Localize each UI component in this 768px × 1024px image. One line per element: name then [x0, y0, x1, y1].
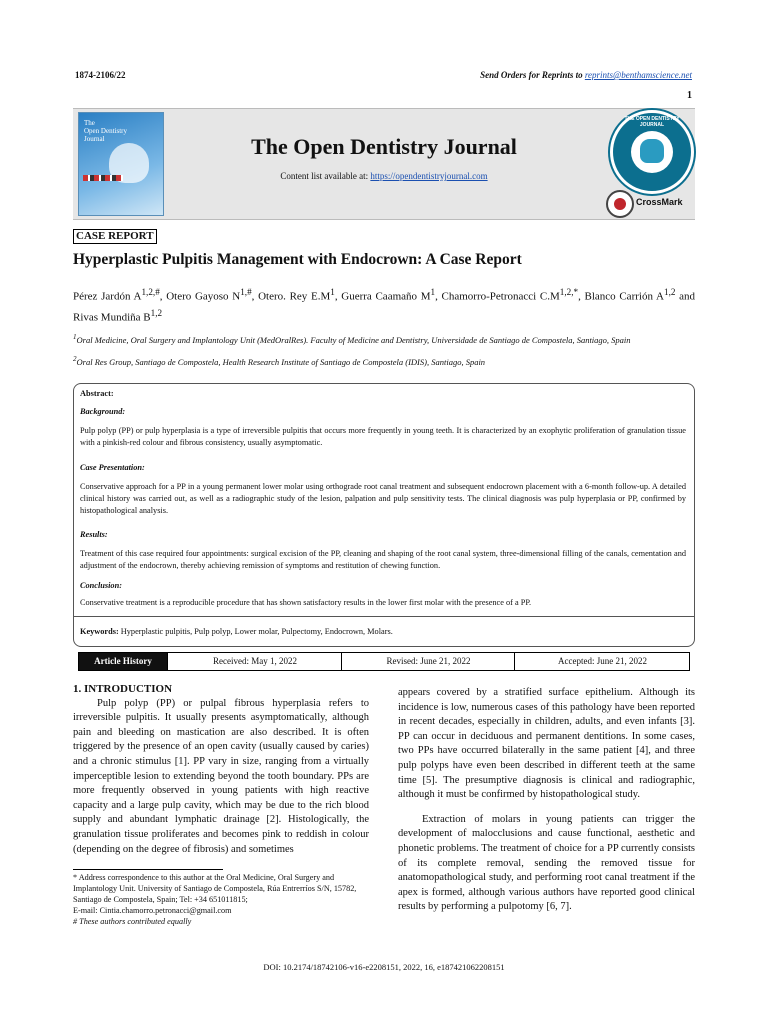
- journal-banner: [73, 108, 695, 220]
- article-history: [78, 652, 690, 671]
- cover-title-line: The: [84, 119, 95, 127]
- received-date: Received: May 1, 2022: [167, 653, 342, 670]
- affiliation: [73, 353, 695, 368]
- reprints-prefix: Send Orders for Reprints to: [480, 70, 583, 80]
- logo-inner: [631, 131, 673, 173]
- footnote-divider: [73, 869, 223, 870]
- cover-title: [84, 119, 127, 143]
- author: Blanco Carrión A: [584, 290, 664, 303]
- journal-url-link[interactable]: https://opendentistryjournal.com: [370, 171, 488, 181]
- case-text: Conservative approach for a PP in a young permanent lower molar using orthograde root canal treatment and subsequent endocrown placement with a 6-month follow-up. A detailed clinical history was carried out, as well as a radiographic study of the lesion, palpation and pulp sensitivity tests. The clinical diagnosis was pulp hyperplasia or PP, confirmed by histopathological analysis.: [80, 482, 686, 515]
- author: Chamorro-Petronacci C.M: [441, 290, 560, 303]
- author: Guerra Caamaño M: [341, 290, 431, 303]
- journal-title: The Open Dentistry Journal: [251, 134, 517, 159]
- author-sup: 1,2,*: [559, 287, 579, 297]
- tooth-icon: [640, 139, 664, 163]
- affiliation-text: Oral Medicine, Oral Surgery and Implantology Unit (MedOralRes). Faculty of Medicine and Dentistry, Universidade de Santiago de Compostela, Santiago, Spain: [76, 334, 631, 345]
- affiliation-text: Oral Res Group, Santiago de Compostela, Health Research Institute of Santiago de Compostela (IDIS), Santiago, Spain: [76, 356, 486, 367]
- cover-title-line: Open Dentistry: [84, 127, 127, 135]
- doi-line: DOI: 10.2174/18742106-v16-e2208151, 2022, 16, e187421062208151: [263, 962, 505, 972]
- paragraph: Pulp polyp (PP) or pulpal fibrous hyperplasia refers to irreversible pulpitis. It usually presents asymptomatically, although pain and bleeding on mastication are also described. It is often triggered by the presence of an open cavity (usually caused by caries) and a chronic stimulus [1]. PP vary in size, ranging from a virtually imperceptible lesion to extending beyond the tooth boundary. PPs are more frequently observed in young patients with high reactive capacity and a large pulp cavity, which may be due to the rich blood supply and abundant lymphatic drainage [2]. Histologically, the granulation tissue proliferates and becomes pink to reddish in colour (depending on the degree of fibrosis) and sometimes: [73, 697, 369, 855]
- author-sup: 1,2,#: [141, 287, 160, 297]
- section-heading: 1. INTRODUCTION: [73, 683, 173, 695]
- abstract-divider: [74, 616, 694, 617]
- paragraph: Extraction of molars in young patients can trigger the development of malocclusions and cause functional, aesthetic and phonetic problems. The treatment of choice for a PP currently consists of its complete removal, sending the removed tissue for anatomopathological study, and performing root canal treatment if the apex is formed, although various authors have reported good clinical results by performing a pulpotomy [6, 7].: [398, 813, 695, 913]
- author-sup: 1: [430, 287, 436, 297]
- footnote: [73, 872, 369, 927]
- cover-title-line: Journal: [84, 135, 105, 143]
- article-type-label: CASE REPORT: [73, 229, 157, 244]
- footnote-equal-contribution: # These authors contributed equally: [73, 917, 192, 926]
- author: Pérez Jardón A: [73, 290, 142, 303]
- abstract-box: [73, 383, 695, 647]
- abstract-heading: Abstract:: [80, 389, 114, 398]
- author-list: Pérez Jardón $A^{1,2,\#}$, Otero Gayoso $N^{1,\#}$, Otero. Rey $E.M^1$, Guerra Caamaño $M^1$, Chamorro-Petronacci $C.M^{1,2,*}$, Blanco Carrión A$^{1,2}$ and Rivas Mundiña B$^{1,2}$: [73, 287, 696, 324]
- reprints-email-link[interactable]: reprints@benthamscience.net: [584, 70, 692, 80]
- affiliation: [73, 331, 695, 346]
- accepted-date: Accepted: June 21, 2022: [514, 653, 690, 670]
- journal-cover-image: [78, 112, 164, 216]
- author-sup: 1: [330, 287, 335, 297]
- keywords-text: Hyperplastic pulpitis, Pulp polyp, Lower molar, Pulpectomy, Endocrown, Molars.: [120, 627, 393, 636]
- background-heading: Background:: [80, 407, 126, 416]
- affiliation-sup: 2: [73, 355, 77, 363]
- author: Otero. Rey E.M: [258, 290, 331, 303]
- author-sup: 1,2: [663, 287, 676, 297]
- background-text: Pulp polyp (PP) or pulp hyperplasia is a type of irreversible pulpitis that occurs more frequently in young teeth. It is characterized by an exophytic proliferation of granulation tissue with a pinkish-red colour and fibrous consistency, usually asymptomatic.: [80, 426, 686, 447]
- results-heading: Results:: [80, 530, 108, 539]
- author-sup: 1,#: [240, 287, 252, 297]
- footnote-email: E-mail: Cintia.chamorro.petronacci@gmail.com: [73, 906, 232, 915]
- revised-date: Revised: June 21, 2022: [341, 653, 515, 670]
- paragraph: appears covered by a stratified surface epithelium. Although its incidence is low, numerous cases of this pathology have been reported in recent decades, especially in children, adults, and even infants [3]. PP can occur in deciduous and permanent dentitions. In some cases, two PPs have occurred bilaterally in the same patient [4], and three pulp polyps have even been described in different teeth at the same time [5]. The presumptive diagnosis is clinical and radiographic, although it must be confirmed by histopathological study.: [398, 687, 695, 801]
- crossmark-button[interactable]: [604, 190, 690, 216]
- left-column: [73, 682, 369, 857]
- cover-strip: [83, 175, 123, 181]
- content-prefix: Content list available at:: [280, 171, 369, 181]
- conclusion-text: Conservative treatment is a reproducible procedure that has shown satisfactory results in the lower first molar with the presence of a PP.: [80, 598, 532, 607]
- page-number: 1: [687, 90, 692, 101]
- issn: 1874-2106/22: [75, 70, 126, 80]
- author: Otero Gayoso N: [166, 290, 241, 303]
- case-heading: Case Presentation:: [80, 463, 145, 472]
- history-label: Article History: [79, 653, 167, 670]
- content-list: [180, 171, 588, 181]
- footnote-correspondence: * Address correspondence to this author at the Oral Medicine, Oral Surgery and Implantology Unit. University of Santiago de Compostela, Rúa Entrerríos S/N, 15782, Santiago de Compostela, Spain; Tel: +34 651011815;: [73, 873, 357, 904]
- crossmark-label: CrossMark: [636, 197, 683, 207]
- journal-logo: [610, 110, 694, 194]
- right-column: [398, 686, 695, 915]
- keywords-label: Keywords:: [80, 627, 119, 636]
- crossmark-icon: [606, 190, 634, 218]
- author-sup: 1,2: [150, 307, 163, 318]
- logo-text: THE OPEN DENTISTRY JOURNAL: [624, 116, 680, 128]
- reprints-note: [480, 70, 692, 80]
- author: Rivas Mundiña B: [73, 311, 151, 324]
- conclusion-heading: Conclusion:: [80, 581, 122, 590]
- article-title: Hyperplastic Pulpitis Management with Endocrown: A Case Report: [73, 251, 522, 268]
- keywords: [80, 626, 686, 638]
- results-text: Treatment of this case required four appointments: surgical excision of the PP, cleaning and shaping of the root canal system, three-dimensional filling of the canals, cementation and adjustment of the endocrown, thereby achieving remission of symptoms and restitution of chewing function.: [80, 549, 686, 570]
- affiliation-sup: 1: [73, 333, 77, 341]
